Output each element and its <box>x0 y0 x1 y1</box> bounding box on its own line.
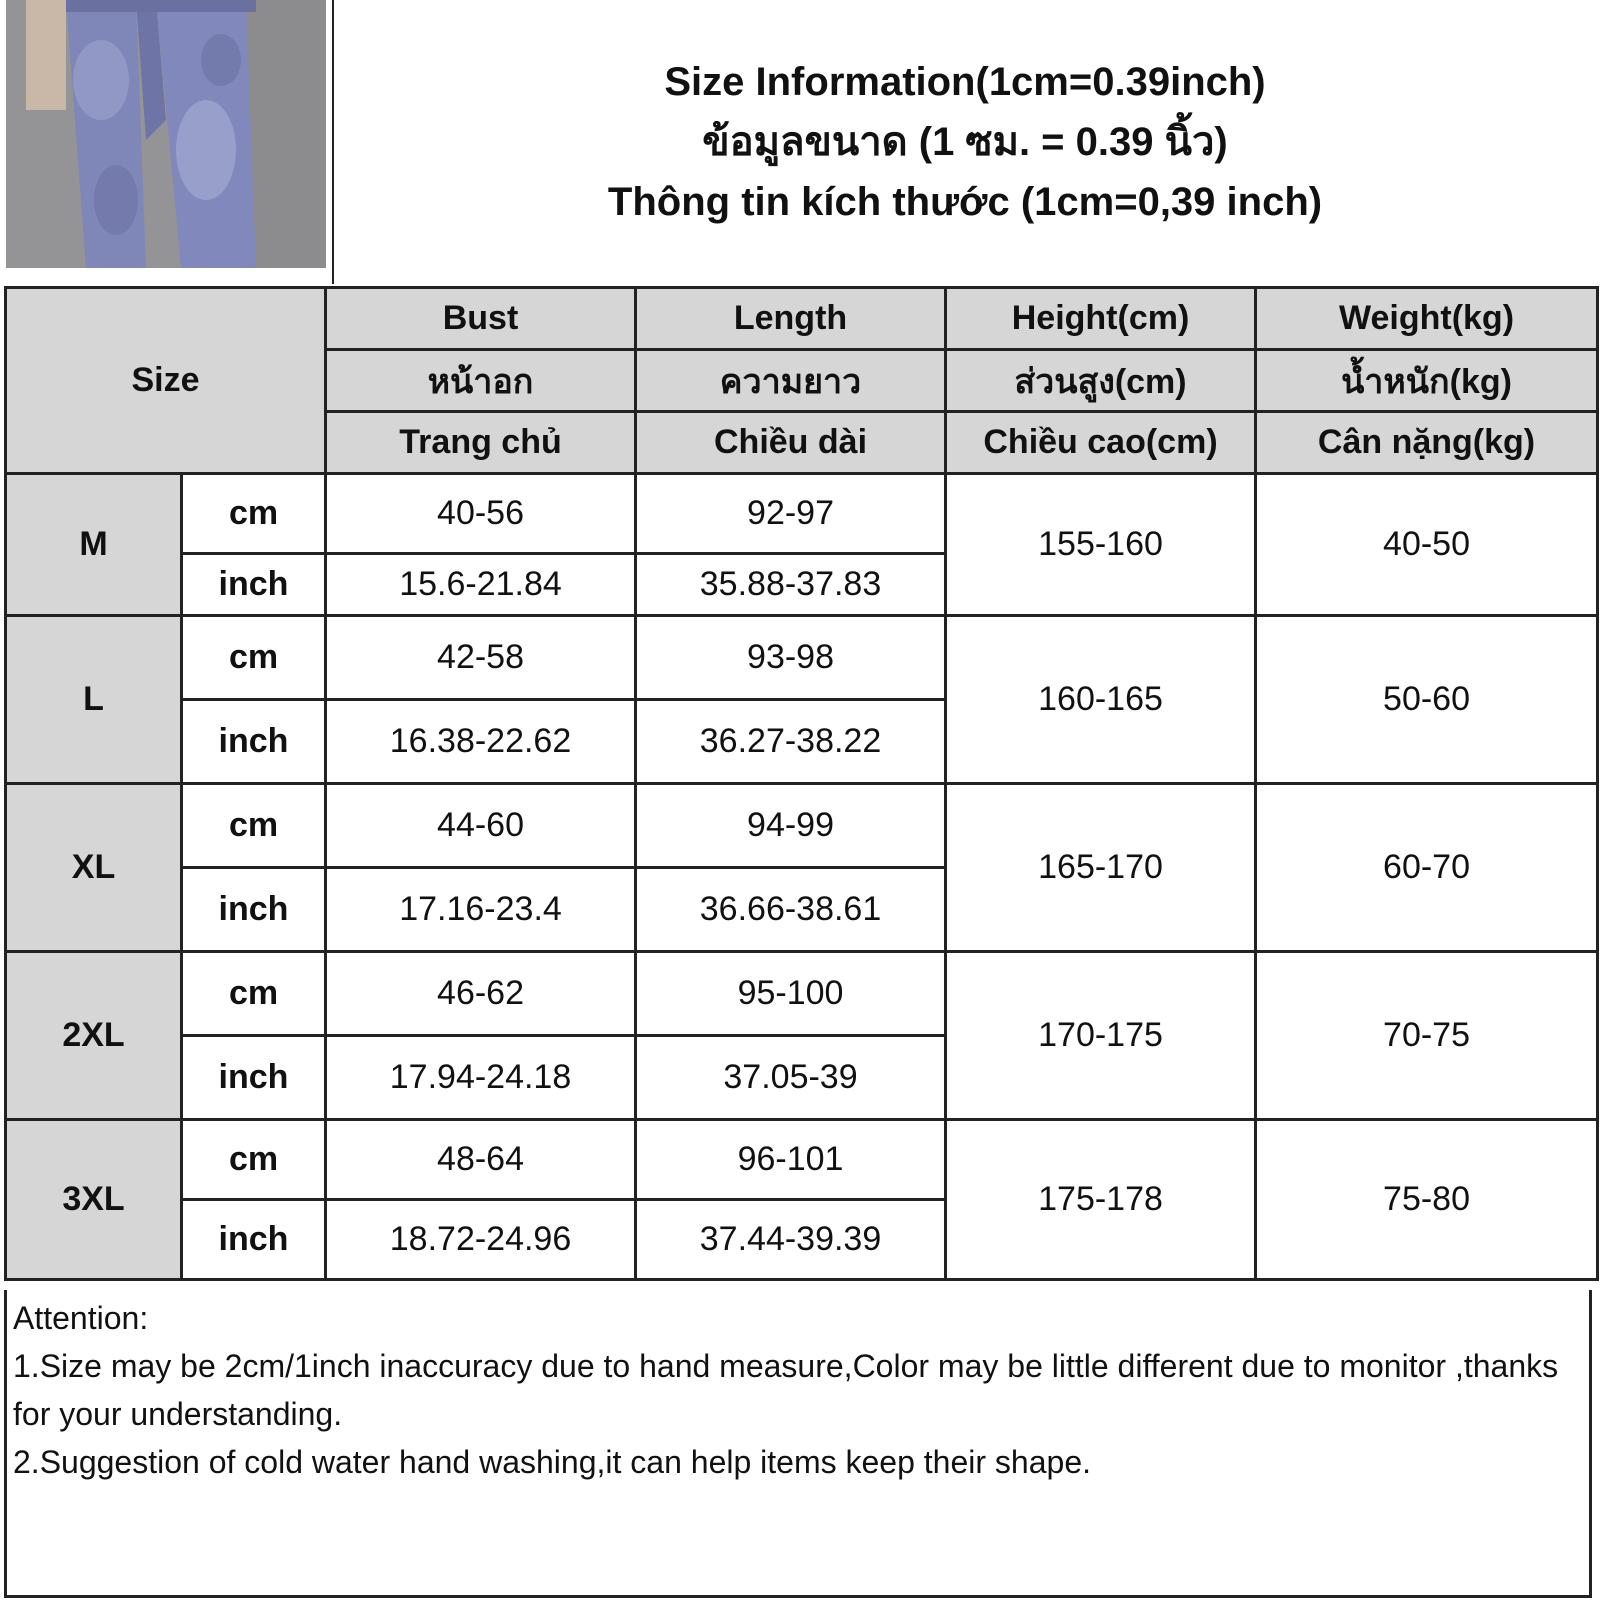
unit-inch: inch <box>182 700 326 784</box>
length-inch: 36.27-38.22 <box>636 700 946 784</box>
bust-inch: 17.94-24.18 <box>326 1036 636 1120</box>
header-height-vi: Chiều cao(cm) <box>946 412 1256 474</box>
header-height-en: Height(cm) <box>946 288 1256 350</box>
length-inch: 35.88-37.83 <box>636 554 946 616</box>
bust-inch: 18.72-24.96 <box>326 1200 636 1280</box>
bust-inch: 15.6-21.84 <box>326 554 636 616</box>
product-photo <box>6 0 326 268</box>
height-value: 170-175 <box>946 952 1256 1120</box>
size-header: Size <box>6 288 326 474</box>
unit-cm: cm <box>182 1120 326 1200</box>
bust-inch: 16.38-22.62 <box>326 700 636 784</box>
size-label: 2XL <box>6 952 182 1120</box>
length-cm: 96-101 <box>636 1120 946 1200</box>
weight-value: 60-70 <box>1256 784 1598 952</box>
length-inch: 36.66-38.61 <box>636 868 946 952</box>
header-weight-th: น้ำหนัก(kg) <box>1256 350 1598 412</box>
unit-cm: cm <box>182 474 326 554</box>
bust-cm: 44-60 <box>326 784 636 868</box>
header-row-english <box>6 288 1598 350</box>
header-bust-vi: Trang chủ <box>326 412 636 474</box>
bust-cm: 46-62 <box>326 952 636 1036</box>
unit-inch: inch <box>182 1200 326 1280</box>
size-label: M <box>6 474 182 616</box>
unit-cm: cm <box>182 616 326 700</box>
weight-value: 75-80 <box>1256 1120 1598 1280</box>
length-inch: 37.05-39 <box>636 1036 946 1120</box>
bust-cm: 40-56 <box>326 474 636 554</box>
length-inch: 37.44-39.39 <box>636 1200 946 1280</box>
title-block <box>332 0 1596 284</box>
bust-cm: 48-64 <box>326 1120 636 1200</box>
attention-heading: Attention: <box>13 1300 149 1336</box>
unit-inch: inch <box>182 1036 326 1120</box>
bust-inch: 17.16-23.4 <box>326 868 636 952</box>
weight-value: 50-60 <box>1256 616 1598 784</box>
header-weight-en: Weight(kg) <box>1256 288 1598 350</box>
size-label: XL <box>6 784 182 952</box>
header-length-vi: Chiều dài <box>636 412 946 474</box>
title-english: Size Information(1cm=0.39inch) <box>664 60 1266 104</box>
weight-value: 40-50 <box>1256 474 1598 616</box>
length-cm: 93-98 <box>636 616 946 700</box>
title-vietnamese: Thông tin kích thước (1cm=0,39 inch) <box>607 180 1323 224</box>
title-thai: ข้อมูลขนาด (1 ซม. = 0.39 นิ้ว) <box>702 120 1228 164</box>
length-cm: 92-97 <box>636 474 946 554</box>
size-table <box>4 286 1599 1281</box>
header-bust-th: หน้าอก <box>326 350 636 412</box>
tie-dye-pants-image <box>6 0 326 268</box>
table-row <box>6 784 1598 868</box>
length-cm: 94-99 <box>636 784 946 868</box>
unit-inch: inch <box>182 554 326 616</box>
table-row <box>6 474 1598 554</box>
header-height-th: ส่วนสูง(cm) <box>946 350 1256 412</box>
weight-value: 70-75 <box>1256 952 1598 1120</box>
height-value: 165-170 <box>946 784 1256 952</box>
table-row <box>6 952 1598 1036</box>
unit-inch: inch <box>182 868 326 952</box>
height-value: 160-165 <box>946 616 1256 784</box>
length-cm: 95-100 <box>636 952 946 1036</box>
header-weight-vi: Cân nặng(kg) <box>1256 412 1598 474</box>
attention-notes <box>4 1290 1592 1598</box>
size-label: 3XL <box>6 1120 182 1280</box>
bust-cm: 42-58 <box>326 616 636 700</box>
height-value: 175-178 <box>946 1120 1256 1280</box>
height-value: 155-160 <box>946 474 1256 616</box>
unit-cm: cm <box>182 784 326 868</box>
header-length-th: ความยาว <box>636 350 946 412</box>
table-row <box>6 1120 1598 1200</box>
header-length-en: Length <box>636 288 946 350</box>
attention-note-1: 1.Size may be 2cm/1inch inaccuracy due to hand measure,Color may be little different due to monitor ,thanks for your understanding. <box>13 1348 1559 1432</box>
attention-note-2: 2.Suggestion of cold water hand washing,it can help items keep their shape. <box>13 1444 1091 1480</box>
table-row <box>6 616 1598 700</box>
size-label: L <box>6 616 182 784</box>
unit-cm: cm <box>182 952 326 1036</box>
header-bust-en: Bust <box>326 288 636 350</box>
